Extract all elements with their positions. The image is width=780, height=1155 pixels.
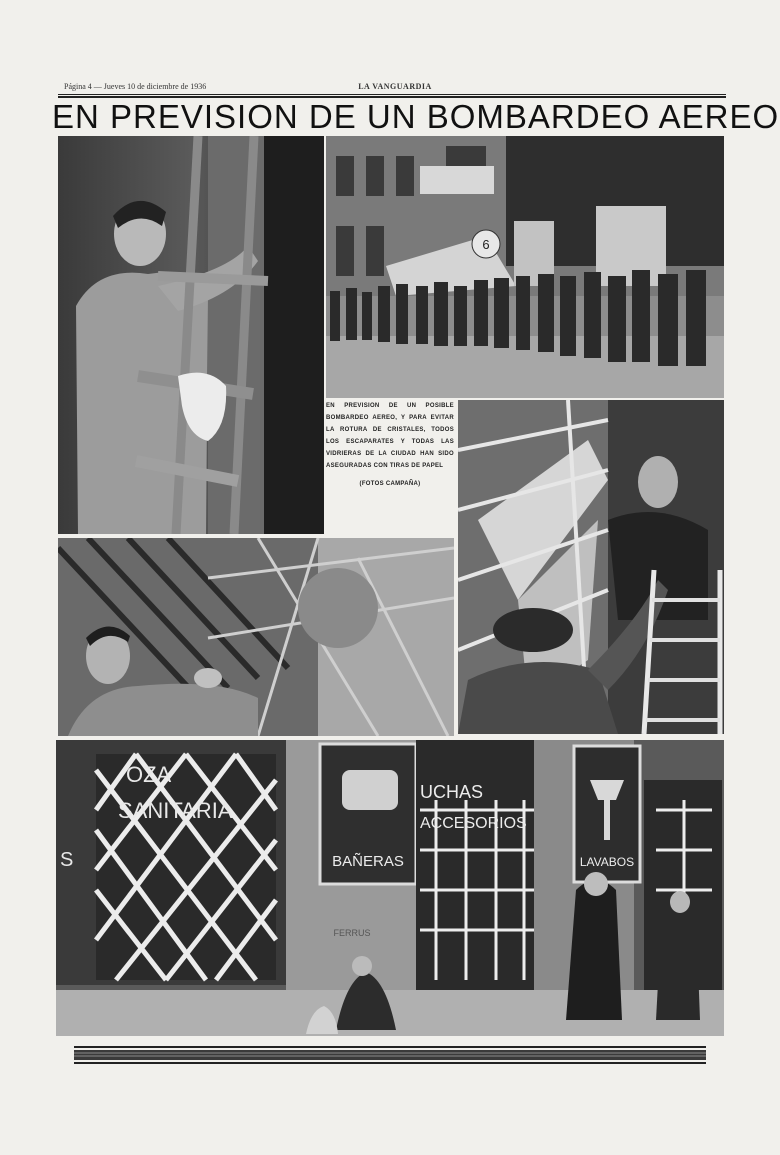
sign-lavabos: LAVABOS xyxy=(579,855,635,869)
photo-caption xyxy=(326,400,454,520)
photo-taping-window xyxy=(458,400,724,734)
bottom-decorative-bar xyxy=(74,1046,706,1066)
shop-sign-side: S xyxy=(60,849,74,871)
banner-number: 6 xyxy=(482,237,490,252)
caption-text: EN PREVISION DE UN POSIBLE BOMBARDEO AEREO, Y PARA EVITAR LA ROTURA DE CRISTALES, TODOS LOS ESCAPARATES Y TODAS LAS VIDRIERAS DE LA CIUDAD HAN SIDO ASEGURADAS CON TIRAS DE PAPEL xyxy=(326,403,454,469)
photo-shop-front xyxy=(56,740,724,1036)
sign-accesorios: ACCESORIOS xyxy=(420,815,527,832)
pillar-plaque: FERRUS xyxy=(333,928,371,938)
shop-sign-sanitaria: SANITARIA xyxy=(118,798,233,823)
headline: EN PREVISION DE UN BOMBARDEO AEREO xyxy=(52,98,780,135)
photo-street-queue xyxy=(326,136,724,398)
header-rule xyxy=(58,94,726,95)
photo-man-taped-glass xyxy=(58,538,454,736)
newspaper-name: LA VANGUARDIA xyxy=(358,82,432,91)
sign-duchas: UCHAS xyxy=(420,782,484,802)
page-date: Página 4 — Jueves 10 de diciembre de 1936 xyxy=(64,82,207,91)
photo-credit: (FOTOS CAMPAÑA) xyxy=(359,481,421,487)
sign-baneras: BAÑERAS xyxy=(332,853,404,870)
photo-worker-ladder xyxy=(58,136,324,534)
shop-sign-oza: OZA xyxy=(126,762,172,787)
